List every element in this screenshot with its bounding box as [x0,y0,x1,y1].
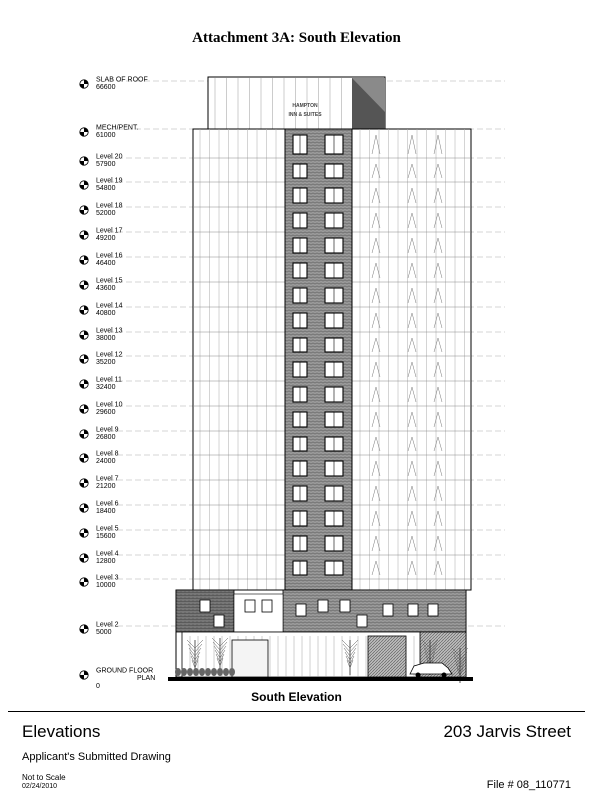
level-name: Level 2 [96,621,119,629]
footer-rule [8,711,585,712]
level-name: Level 11 [96,376,122,384]
level-elevation: 52000 [96,210,116,217]
level-name: Level 18 [96,202,123,210]
level-name: Level 19 [96,177,123,185]
level-marker-icon [80,454,88,462]
building-elevation [168,77,473,683]
level-elevation: 66600 [96,84,116,91]
level-elevation: 26800 [96,434,116,441]
level-marker-icon [80,405,88,413]
shrub-icon [211,668,217,676]
level-name: GROUND FLOOR [96,667,154,675]
podium-window [262,600,272,612]
level-elevation: 32400 [96,384,116,391]
level-name: Level 13 [96,327,123,335]
ground-line [168,677,473,681]
podium-window [428,604,438,616]
level-name: Level 10 [96,401,123,409]
footer-date: 02/24/2010 [22,783,58,790]
level-marker-icon [80,331,88,339]
level-name: Level 14 [96,302,123,310]
level-elevation: 5000 [96,629,112,636]
level-marker-icon [80,355,88,363]
footer-title: Elevations [22,722,101,741]
entrance-door [232,640,268,677]
level-marker-icon [80,529,88,537]
footer-subtitle: Applicant's Submitted Drawing [22,751,171,763]
level-marker-icon [80,671,88,679]
level-marker-icon [80,380,88,388]
shrub-icon [187,668,193,676]
level-marker-icon [80,306,88,314]
level-marker-icon [80,181,88,189]
podium-window [340,600,350,612]
shrub-icon [205,668,211,676]
podium-window [296,604,306,616]
podium-window [357,615,367,627]
garage-door [368,636,406,677]
level-elevation: 21200 [96,483,116,490]
level-marker-icon [80,554,88,562]
level-marker-icon [80,206,88,214]
level-name: Level 17 [96,227,123,235]
level-name-line2: PLAN [137,675,156,682]
level-elevation: 57900 [96,161,116,168]
shrub-icon [199,668,205,676]
level-marker-icon [80,430,88,438]
level-marker-icon [80,504,88,512]
podium-window [245,600,255,612]
level-elevation: 15600 [96,533,116,540]
level-elevation: 49200 [96,235,116,242]
level-marker-icon [80,128,88,136]
level-marker-icon [80,231,88,239]
footer-file: File # 08_110771 [486,779,571,791]
level-elevation: 40800 [96,310,116,317]
podium-window [383,604,393,616]
level-elevation: 43600 [96,285,116,292]
level-name: Level 16 [96,252,123,260]
building-sign-line2: INN & SUITES [288,112,322,118]
level-elevation: 0 [96,683,100,690]
level-elevation: 10000 [96,582,116,589]
level-name: Level 8 [96,450,119,458]
level-name: Level 20 [96,153,123,161]
level-elevation: 46400 [96,260,116,267]
footer-address: 203 Jarvis Street [443,722,571,741]
level-marker-icon [80,281,88,289]
shrub-icon [223,668,229,676]
level-marker-icon [80,479,88,487]
level-name: Level 3 [96,574,119,582]
level-marker-icon [80,578,88,586]
level-elevation: 12800 [96,558,116,565]
shrub-icon [193,668,199,676]
shrub-icon [175,668,181,676]
drawing-caption: South Elevation [251,690,342,704]
level-name: Level 9 [96,426,119,434]
level-name: Level 6 [96,500,119,508]
podium-window [200,600,210,612]
podium-window [318,600,328,612]
level-markers [80,77,155,691]
level-marker-icon [80,157,88,165]
level-name: Level 15 [96,277,123,285]
level-elevation: 18400 [96,508,116,515]
level-name: Level 5 [96,525,119,533]
level-name: Level 7 [96,475,119,483]
level-elevation: 35200 [96,359,116,366]
level-elevation: 54800 [96,185,116,192]
level-elevation: 29600 [96,409,116,416]
shrub-icon [229,668,235,676]
shrub-icon [181,668,187,676]
level-name: Level 4 [96,550,119,558]
level-elevation: 61000 [96,132,116,139]
podium-window [214,615,224,627]
level-marker-icon [80,80,88,88]
level-elevation: 24000 [96,458,116,465]
level-marker-icon [80,256,88,264]
level-name: SLAB OF ROOF [96,76,148,84]
level-marker-icon [80,625,88,633]
page-title: Attachment 3A: South Elevation [192,30,401,46]
footer-scale: Not to Scale [22,773,66,782]
level-name: Level 12 [96,351,123,359]
level-elevation: 38000 [96,335,116,342]
level-name: MECH/PENT. [96,124,139,132]
shrub-icon [217,668,223,676]
podium-window [408,604,418,616]
building-sign-line1: HAMPTON [292,103,318,109]
